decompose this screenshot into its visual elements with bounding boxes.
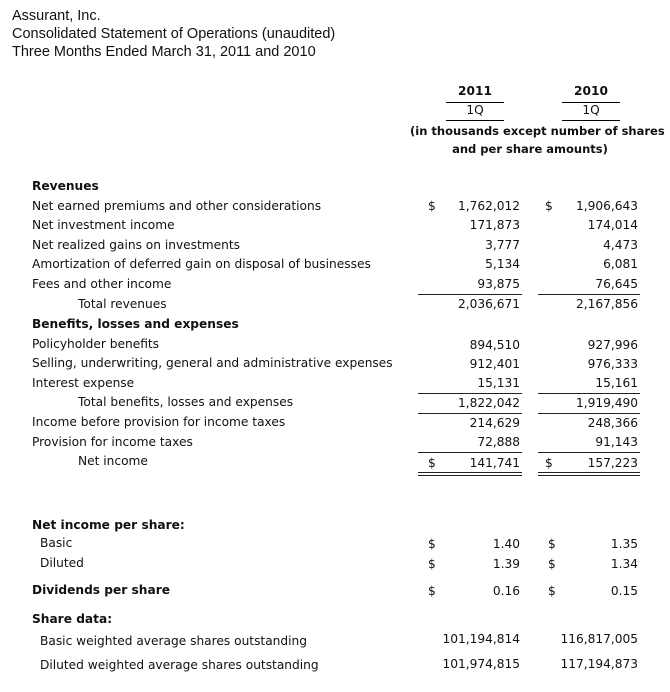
row-value-2011: 912,401 — [469, 357, 520, 371]
row-value-2010: 1,919,490 — [575, 396, 638, 410]
statement-period: Three Months Ended March 31, 2011 and 2010 — [12, 44, 316, 60]
row-value-2011: 93,875 — [477, 277, 520, 291]
company-name: Assurant, Inc. — [12, 8, 101, 24]
row-label: Interest expense — [32, 376, 135, 390]
row-value-2011: 1.40 — [492, 537, 520, 551]
row-label: Basic weighted average shares outstanding — [40, 634, 307, 648]
row-value-2011: 1,822,042 — [457, 396, 520, 410]
row-value-2011: 214,629 — [469, 416, 520, 430]
row-value-2010: 76,645 — [595, 277, 638, 291]
total-double-rule — [418, 475, 522, 476]
currency-symbol: $ — [428, 456, 436, 470]
subtotal-rule — [538, 294, 640, 295]
row-label: Provision for income taxes — [32, 435, 193, 449]
row-value-2010: 976,333 — [587, 357, 638, 371]
col-2010-quarter: 1Q — [582, 103, 600, 117]
dividends-value-2011: 0.16 — [492, 584, 520, 598]
row-value-2010: 6,081 — [603, 257, 638, 271]
subtotal-rule — [538, 452, 640, 453]
section-benefits: Benefits, losses and expenses — [32, 317, 239, 331]
row-label: Income before provision for income taxes — [32, 415, 286, 429]
row-label-net-income: Net income — [78, 454, 148, 468]
row-label: Net investment income — [32, 218, 175, 232]
currency-symbol: $ — [548, 557, 556, 571]
subtotal-rule — [538, 413, 640, 414]
row-value-2010: 1,906,643 — [575, 199, 638, 213]
row-label: Amortization of deferred gain on disposal of businesses — [32, 257, 371, 271]
row-value-2011: 894,510 — [469, 338, 520, 352]
subtotal-rule — [418, 452, 522, 453]
currency-symbol: $ — [428, 584, 436, 598]
section-eps: Net income per share: — [32, 518, 185, 532]
row-label-total-revenues: Total revenues — [78, 297, 167, 311]
subtotal-rule — [418, 294, 522, 295]
subtotal-rule — [418, 393, 522, 394]
row-value-2011: 15,131 — [477, 376, 520, 390]
row-label: Basic — [40, 536, 73, 550]
units-note-2: and per share amounts) — [452, 142, 608, 156]
row-value-2011: 141,741 — [469, 456, 520, 470]
col-2011-quarter: 1Q — [466, 103, 484, 117]
currency-symbol: $ — [545, 456, 553, 470]
row-value-2010: 15,161 — [595, 376, 638, 390]
section-share-data: Share data: — [32, 612, 113, 626]
row-value-2010: 117,194,873 — [560, 657, 638, 671]
total-double-rule — [418, 472, 522, 473]
units-note-1: (in thousands except number of shares — [410, 124, 665, 138]
section-revenues: Revenues — [32, 179, 99, 193]
row-label: Selling, underwriting, general and administrative expenses — [32, 356, 393, 370]
row-value-2010: 248,366 — [587, 416, 638, 430]
row-value-2011: 1.39 — [492, 557, 520, 571]
currency-symbol: $ — [545, 199, 553, 213]
row-value-2010: 116,817,005 — [560, 632, 638, 646]
row-label: Policyholder benefits — [32, 337, 160, 351]
row-label: Diluted weighted average shares outstanding — [40, 658, 319, 672]
row-label: Diluted — [40, 556, 84, 570]
total-double-rule — [538, 472, 640, 473]
statement-title: Consolidated Statement of Operations (unaudited) — [12, 26, 336, 42]
row-value-2011: 3,777 — [485, 238, 520, 252]
row-label-total-benefits: Total benefits, losses and expenses — [78, 395, 294, 409]
row-label: Net realized gains on investments — [32, 238, 241, 252]
row-value-2011: 101,974,815 — [442, 657, 520, 671]
row-value-2010: 157,223 — [587, 456, 638, 470]
row-value-2011: 72,888 — [477, 435, 520, 449]
row-value-2011: 5,134 — [485, 257, 520, 271]
col-2011-underline-2 — [446, 120, 504, 121]
row-value-2011: 1,762,012 — [457, 199, 520, 213]
row-value-2011: 101,194,814 — [442, 632, 520, 646]
subtotal-rule — [418, 413, 522, 414]
currency-symbol: $ — [548, 584, 556, 598]
row-value-2010: 4,473 — [603, 238, 638, 252]
currency-symbol: $ — [428, 537, 436, 551]
currency-symbol: $ — [428, 199, 436, 213]
row-value-2010: 927,996 — [587, 338, 638, 352]
row-value-2010: 1.34 — [610, 557, 638, 571]
row-value-2011: 2,036,671 — [457, 297, 520, 311]
total-double-rule — [538, 475, 640, 476]
row-value-2010: 174,014 — [587, 218, 638, 232]
section-dividends: Dividends per share — [32, 583, 170, 597]
col-2010-underline-2 — [562, 120, 620, 121]
col-2010-year: 2010 — [574, 84, 608, 98]
row-label: Fees and other income — [32, 277, 172, 291]
col-2011-year: 2011 — [458, 84, 492, 98]
row-value-2011: 171,873 — [469, 218, 520, 232]
row-value-2010: 2,167,856 — [575, 297, 638, 311]
currency-symbol: $ — [548, 537, 556, 551]
row-label: Net earned premiums and other considerations — [32, 199, 322, 213]
dividends-value-2010: 0.15 — [610, 584, 638, 598]
row-value-2010: 1.35 — [610, 537, 638, 551]
subtotal-rule — [538, 393, 640, 394]
row-value-2010: 91,143 — [595, 435, 638, 449]
currency-symbol: $ — [428, 557, 436, 571]
